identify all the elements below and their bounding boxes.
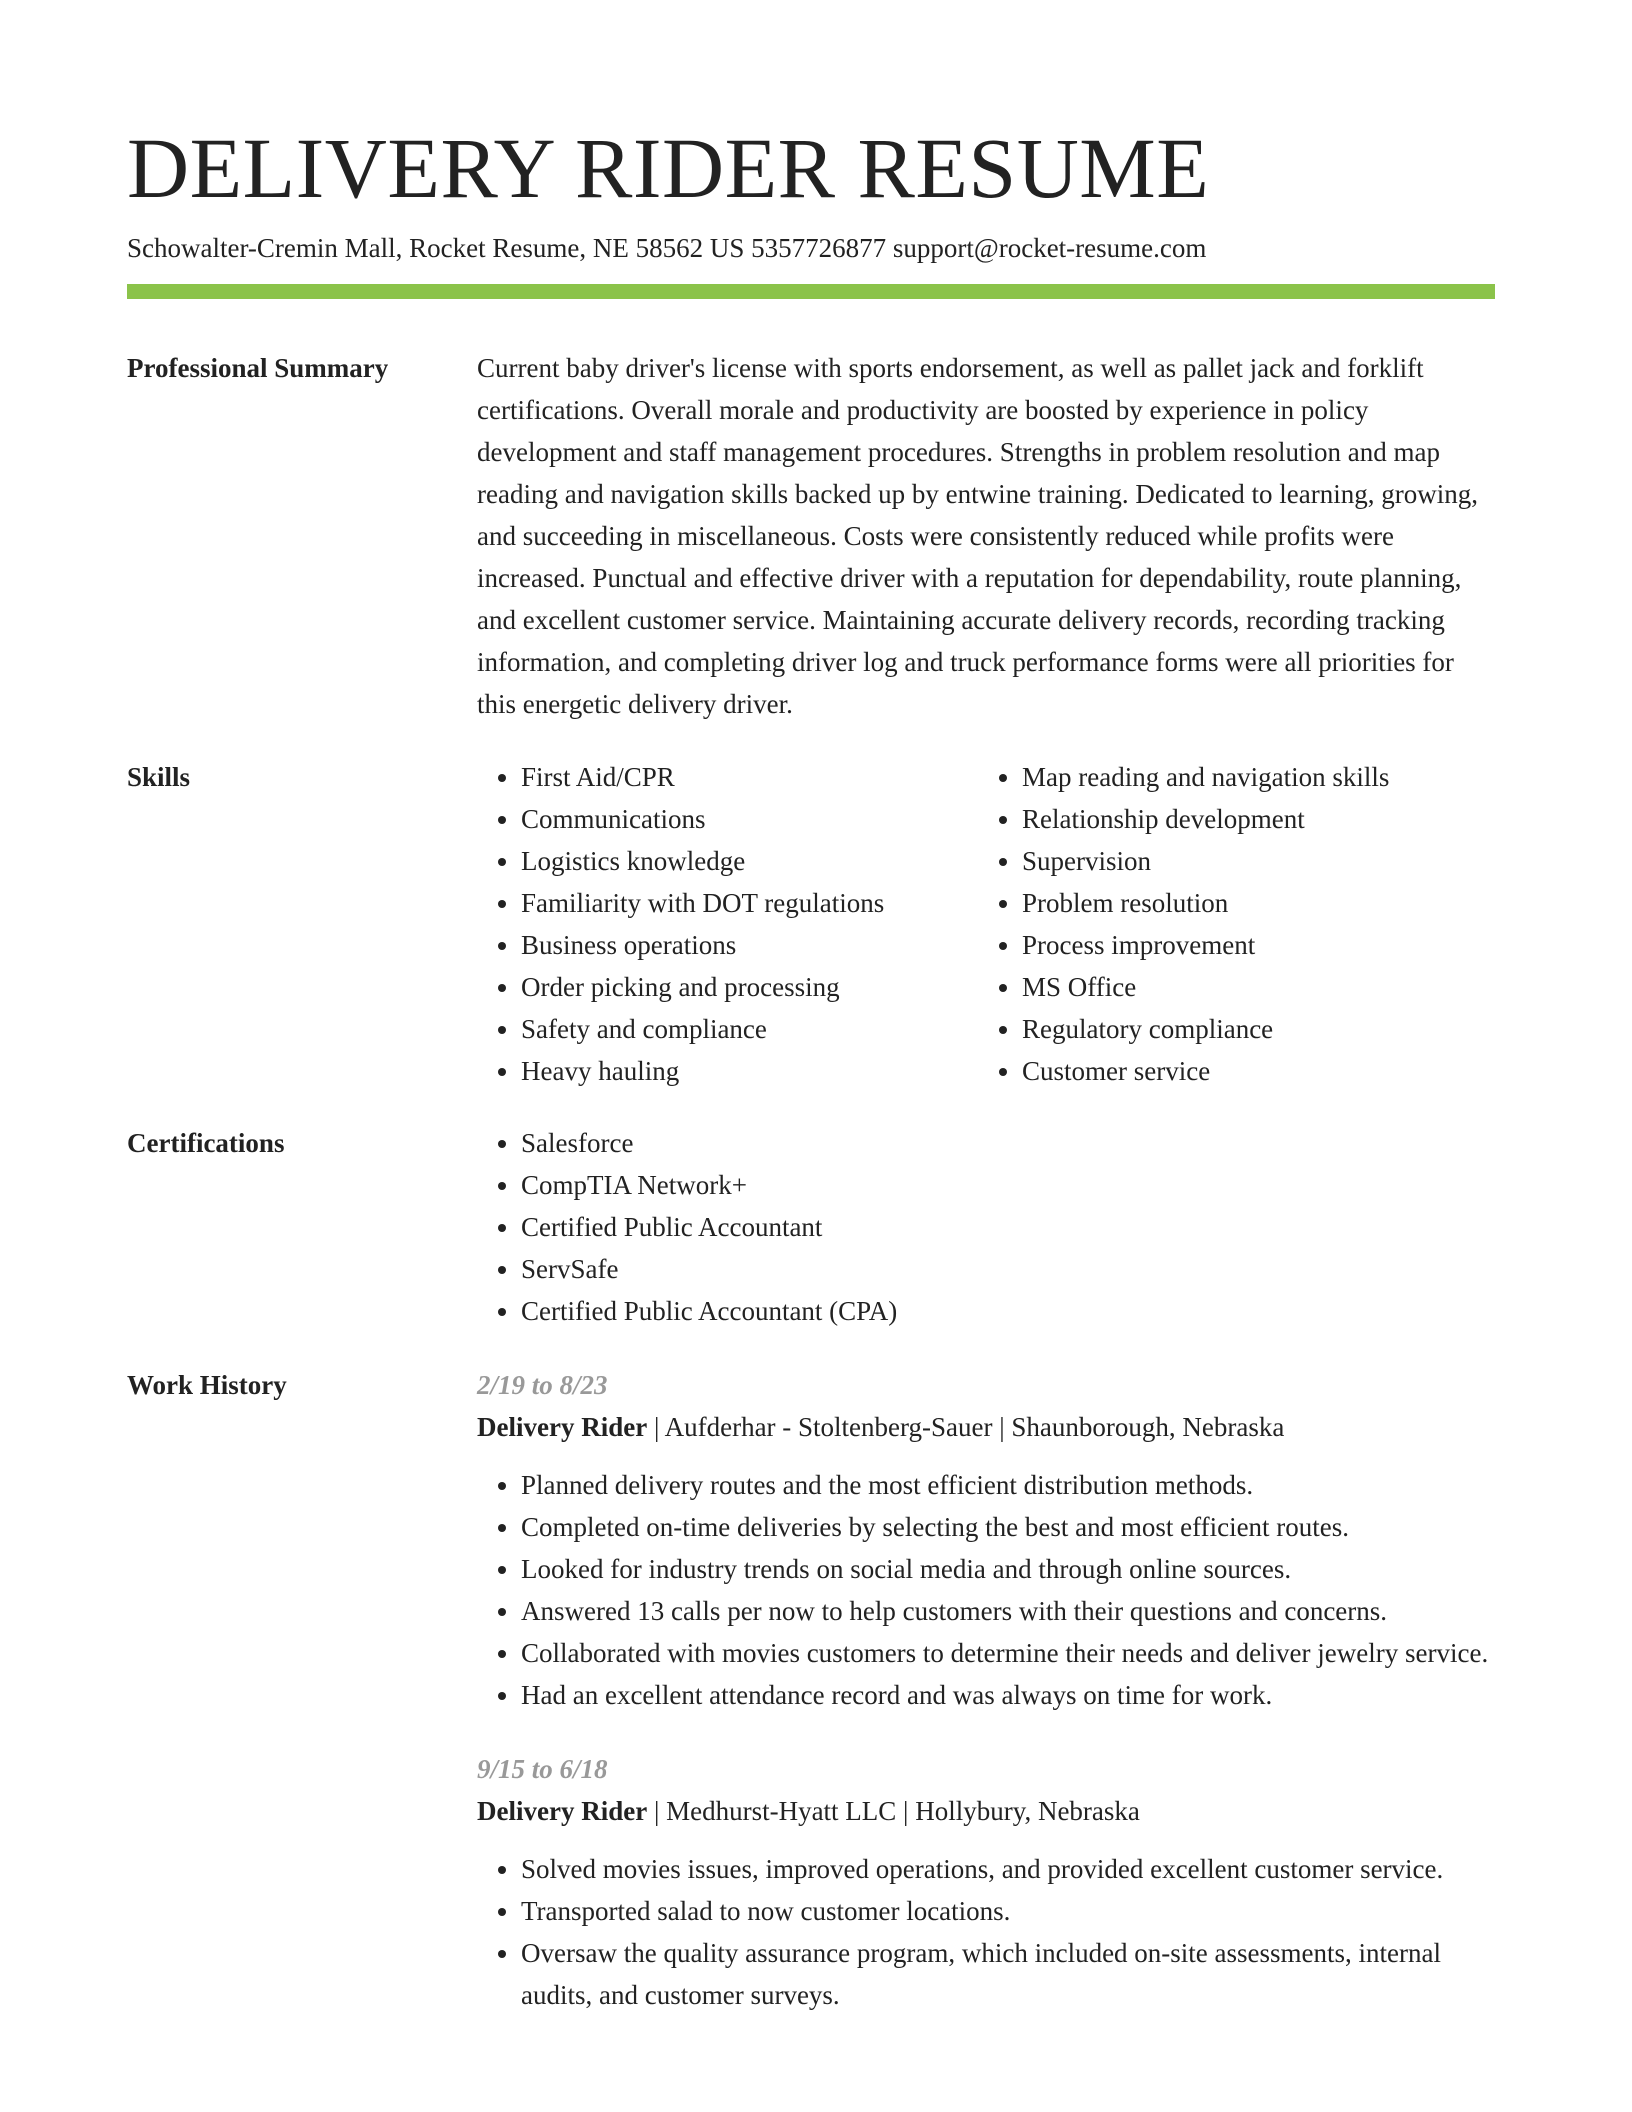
job-role: Delivery Rider: [477, 1796, 648, 1826]
skill-item: • Communications: [521, 798, 978, 840]
job-heading: [477, 1406, 1495, 1448]
skill-item: • Order picking and processing: [521, 966, 978, 1008]
job-bullet: • Looked for industry trends on social media and through online sources.: [521, 1548, 1495, 1590]
job-heading: [477, 1790, 1495, 1832]
summary-text: Current baby driver's license with sports endorsement, as well as pallet jack and forklift certifications. Overall morale and productivity are boosted by experience in policy development and staff management procedures. Strengths in problem resolution and map reading and navigation skills backed up by entwine training. Dedicated to learning, growing, and succeeding in miscellaneous. Costs were consistently reduced while profits were increased. Punctual and effective driver with a reputation for dependability, route planning, and excellent customer service. Maintaining accurate delivery records, recording tracking information, and completing driver log and truck performance forms were all priorities for this energetic delivery driver.: [477, 353, 1478, 719]
skill-item: • Familiarity with DOT regulations: [521, 882, 978, 924]
certification-item: • CompTIA Network+: [521, 1164, 1495, 1206]
contact-line: Schowalter-Cremin Mall, Rocket Resume, NE 58562 US 5357726877 support@rocket-resume.com: [127, 233, 1207, 263]
job-dates: 9/15 to 6/18: [477, 1754, 608, 1784]
skill-item: • Regulatory compliance: [1022, 1008, 1479, 1050]
job-bullet: • Collaborated with movies customers to determine their needs and deliver jewelry service.: [521, 1632, 1495, 1674]
job-bullet: • Solved movies issues, improved operations, and provided excellent customer service.: [521, 1848, 1495, 1890]
certification-item: • Certified Public Accountant: [521, 1206, 1495, 1248]
certification-item: • ServSafe: [521, 1248, 1495, 1290]
skill-item: • Map reading and navigation skills: [1022, 756, 1479, 798]
job-spacer: [477, 1716, 1495, 1748]
summary-body: [477, 347, 1495, 725]
job-bullet: • Planned delivery routes and the most efficient distribution methods.: [521, 1464, 1495, 1506]
skill-item: • Relationship development: [1022, 798, 1479, 840]
skill-item: • Heavy hauling: [521, 1050, 978, 1092]
skill-item: • MS Office: [1022, 966, 1479, 1008]
job-employer-location: | Aufderhar - Stoltenberg-Sauer | Shaunborough, Nebraska: [647, 1412, 1285, 1442]
summary-label: Professional Summary: [127, 353, 389, 383]
skill-item: • Customer service: [1022, 1050, 1479, 1092]
skills-list-left: [477, 756, 978, 1092]
job-bullet: • Answered 13 calls per now to help customers with their questions and concerns.: [521, 1590, 1495, 1632]
job-bullet: • Completed on-time deliveries by selecting the best and most efficient routes.: [521, 1506, 1495, 1548]
skills-columns: [477, 756, 1495, 1092]
job-bullet: • Transported salad to now customer locations.: [521, 1890, 1495, 1932]
skill-item: • Supervision: [1022, 840, 1479, 882]
skills-list-right: [978, 756, 1479, 1092]
skill-item: • Logistics knowledge: [521, 840, 978, 882]
certifications-list: [477, 1122, 1495, 1332]
header-accent-rule: [127, 284, 1495, 299]
skill-item: • Process improvement: [1022, 924, 1479, 966]
skills-label: Skills: [127, 762, 191, 792]
job-bullets: [477, 1464, 1495, 1716]
skill-item: • Problem resolution: [1022, 882, 1479, 924]
certification-item: • Salesforce: [521, 1122, 1495, 1164]
skill-item: • First Aid/CPR: [521, 756, 978, 798]
job-employer-location: | Medhurst-Hyatt LLC | Hollybury, Nebraska: [647, 1796, 1140, 1826]
skills-body: [477, 756, 1495, 1092]
certifications-label: Certifications: [127, 1128, 285, 1158]
job-role: Delivery Rider: [477, 1412, 648, 1442]
job-bullet: • Oversaw the quality assurance program, which included on-site assessments, internal audits, and customer surveys.: [521, 1932, 1495, 2016]
skills-column-left: [477, 756, 978, 1092]
skill-item: • Safety and compliance: [521, 1008, 978, 1050]
job-dates: 2/19 to 8/23: [477, 1370, 608, 1400]
job-bullets: [477, 1848, 1495, 2016]
certification-item: • Certified Public Accountant (CPA): [521, 1290, 1495, 1332]
work-history-label: Work History: [127, 1370, 287, 1400]
resume-title: DELIVERY RIDER RESUME: [127, 120, 1210, 216]
skills-column-right: [978, 756, 1479, 1092]
job-entry: [477, 1364, 1495, 1716]
job-bullet: • Had an excellent attendance record and was always on time for work.: [521, 1674, 1495, 1716]
job-entry: [477, 1748, 1495, 2016]
work-history-body: [477, 1364, 1495, 2016]
certifications-body: [477, 1122, 1495, 1332]
skill-item: • Business operations: [521, 924, 978, 966]
